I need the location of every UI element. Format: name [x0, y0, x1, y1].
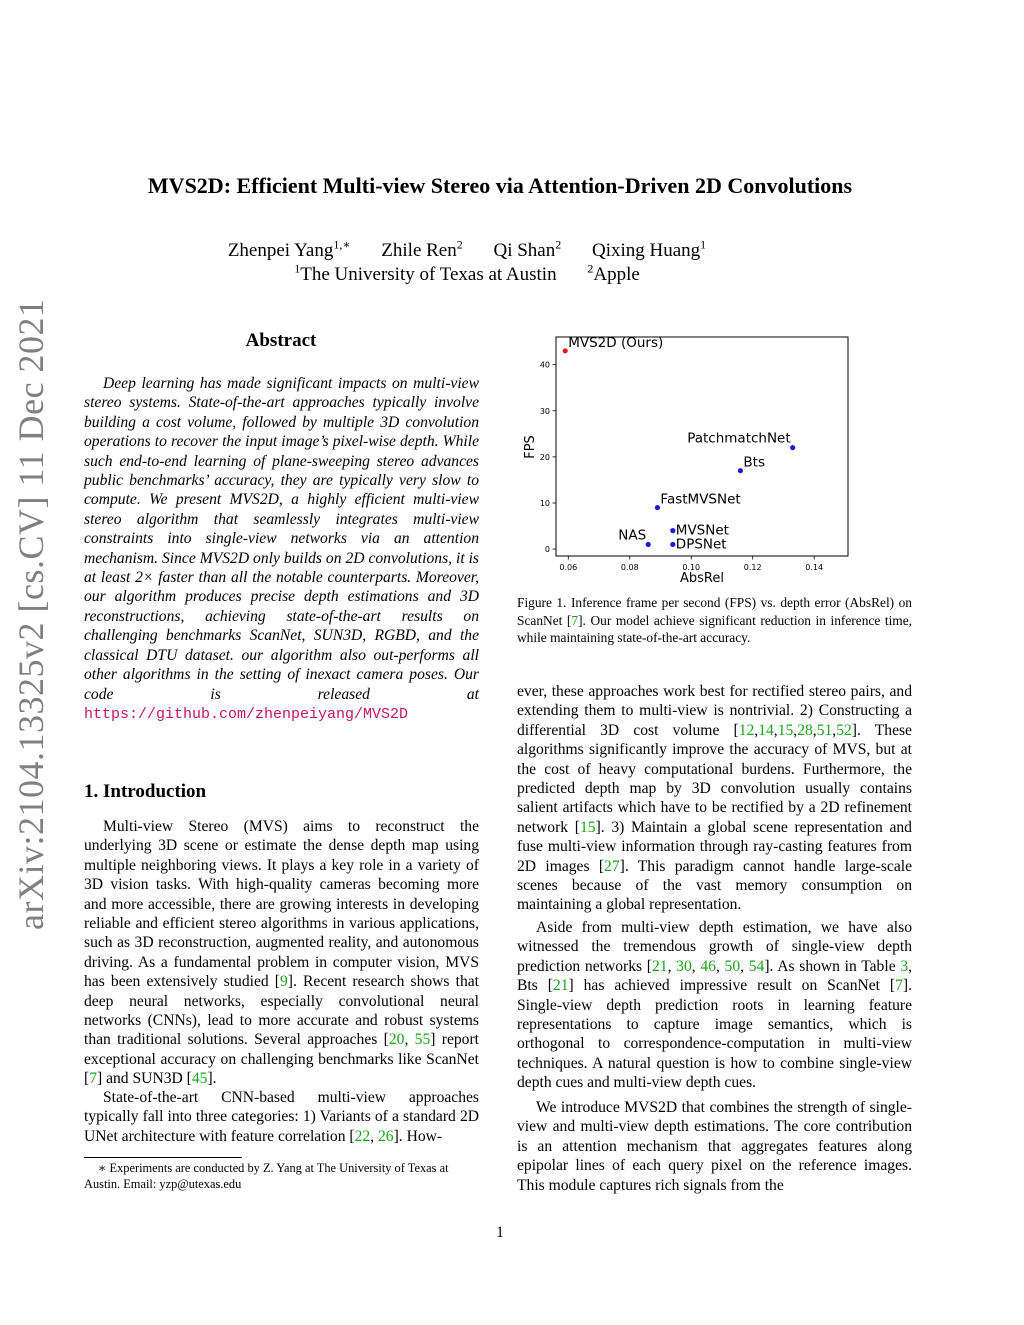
- data-point-label: DPSNet: [675, 536, 727, 553]
- citation-link[interactable]: 7: [895, 977, 903, 995]
- data-point: [670, 542, 675, 547]
- y-tick-label: 10: [539, 498, 550, 508]
- citation-link[interactable]: 7: [571, 612, 579, 628]
- footnote-rule: [84, 1157, 242, 1158]
- right-paragraph-2: Aside from multi-view depth estimation, we have also witnessed the tremendous growth of single-view depth prediction networks [21, 30, 46, 50, 54]. As shown in Table 3, Bts [21] has achieved impressive result on ScanNet [7]. Single-view depth prediction roots in learning feature representations to capture image semantics, which is orthogonal to correspondence-computation in multi-view techniques. A natural question is how to combine single-view depth cues and multi-view depth cues.: [517, 919, 913, 1092]
- data-point-label: FastMVSNet: [660, 491, 741, 508]
- page-number: 1: [496, 1224, 504, 1241]
- x-tick-label: 0.12: [743, 563, 762, 572]
- introduction-heading: 1. Introduction: [84, 781, 207, 802]
- affiliation-list: [0, 262, 934, 286]
- citation-link[interactable]: 20: [388, 1031, 405, 1049]
- x-tick-label: 0.14: [805, 563, 824, 572]
- affiliation-1: $^1$The University of Texas at Austin: [294, 262, 557, 286]
- y-axis-ticks: [540, 361, 556, 554]
- citation-link[interactable]: 52: [836, 721, 852, 739]
- x-axis-ticks: [559, 556, 823, 572]
- author-list: [0, 238, 934, 262]
- paper-title: MVS2D: Efficient Multi-view Stereo via Attention-Driven 2D Convolutions: [147, 173, 853, 198]
- author-1: Zhenpei Yang$^{1,∗}$: [227, 238, 351, 262]
- abstract-text: Deep learning has made significant impacts on multi-view stereo systems. State-of-the-art approaches typically involve building a cost volume, followed by multiple 3D convolution operations to recover the input image’s pixel-wise depth. While such end-to-end learning of plane-sweeping stereo advances public benchmarks’ accuracy, they are typically very slow to compute. We present MVS2D, a highly efficient multi-view stereo algorithm that seamlessly integrates multi-view constraints into single-view networks via an attention mechanism. Since MVS2D only builds on 2D convolutions, it is at least 2× faster than all the notable counterparts. Moreover, our algorithm produces precise depth estimations and 3D reconstructions, achieving state-of-the-art results on challenging benchmarks ScanNet, SUN3D, RGBD, and the classical DTU dataset. our algorithm also out-performs all other algorithms in the setting of inexact camera poses. Our code is released at https://github.com/zhenpeiyang/MVS2D: [84, 375, 479, 723]
- intro-paragraph-2: State-of-the-art CNN-based multi-view approaches typically fall into three categories: 1) Variants of a standard 2D UNet architecture with feature correlation [22, 26]. How-: [84, 1089, 479, 1145]
- y-tick-label: 40: [539, 360, 550, 370]
- y-tick-label: 30: [539, 406, 550, 416]
- data-point: [655, 505, 660, 510]
- affiliation-2: $^2$Apple: [587, 262, 640, 286]
- table-reference-link[interactable]: 3: [900, 957, 909, 975]
- citation-link[interactable]: 26: [377, 1127, 394, 1145]
- data-point: [563, 348, 568, 353]
- arxiv-identifier: arXiv:2104.13325v2 [cs.CV] 11 Dec 2021: [11, 298, 51, 930]
- y-axis-label: FPS: [523, 435, 538, 459]
- citation-link[interactable]: 9: [280, 973, 288, 991]
- author-3: Qi Shan$^2$: [493, 238, 562, 262]
- abstract-heading: Abstract: [245, 330, 317, 351]
- citation-link[interactable]: 30: [676, 957, 692, 975]
- data-point-label: MVSNet: [675, 522, 729, 539]
- citation-link[interactable]: 22: [354, 1127, 371, 1145]
- data-point: [646, 542, 651, 547]
- citation-link[interactable]: 12: [738, 721, 755, 739]
- citation-link[interactable]: 55: [414, 1031, 431, 1049]
- citation-link[interactable]: 14: [758, 721, 774, 739]
- data-points: [563, 335, 796, 553]
- x-tick-label: 0.10: [682, 563, 701, 572]
- x-tick-label: 0.08: [620, 563, 639, 572]
- data-point: [738, 468, 743, 473]
- citation-link[interactable]: 46: [700, 957, 716, 975]
- citation-link[interactable]: 21: [651, 957, 668, 975]
- data-point-label: NAS: [618, 527, 647, 544]
- y-tick-label: 0: [544, 545, 550, 555]
- x-tick-label: 0.06: [559, 563, 578, 572]
- citation-link[interactable]: 50: [724, 957, 741, 975]
- figure-caption: Figure 1. Inference frame per second (FPS) vs. depth error (AbsRel) on ScanNet [7]. Our model achieve significant reduction in inference time, while maintaining state-of-the-art accuracy.: [517, 595, 913, 646]
- data-point-label: PatchmatchNet: [687, 430, 791, 447]
- right-paragraph-1: ever, these approaches work best for rectified stereo pairs, and extending them to multi-view is nontrivial. 2) Constructing a differential 3D cost volume [12,14,15,28,51,52]. These algorithms significantly improve the accuracy of MVS, but at the cost of heavy computational burdens. Furthermore, the predicted depth map by 3D convolution usually contains salient artifacts which have to be rectified by a 2D refinement network [15]. 3) Maintain a global scene representation and fuse multi-view information through ray-casting features from 2D images [27]. This paradigm cannot handle large-scale scenes because of the vast memory consumption on maintaining a global representation.: [517, 683, 912, 914]
- author-4: Qixing Huang$^1$: [591, 238, 707, 262]
- citation-link[interactable]: 27: [604, 857, 620, 875]
- citation-link[interactable]: 51: [816, 721, 833, 739]
- y-tick-label: 20: [539, 452, 550, 462]
- data-point: [790, 445, 795, 450]
- citation-link[interactable]: 21: [552, 977, 569, 995]
- x-axis-label: AbsRel: [680, 571, 724, 586]
- citation-link[interactable]: 54: [748, 957, 765, 975]
- citation-link[interactable]: 28: [797, 721, 813, 739]
- fps-vs-absrel-chart: [517, 325, 912, 587]
- right-paragraph-3: We introduce MVS2D that combines the strength of single-view and multi-view depth estimations. The core contribution is an attention mechanism that aggregates features along epipolar lines of each query pixel on the reference images. This module captures rich signals from the: [517, 1099, 912, 1194]
- citation-link[interactable]: 15: [579, 818, 596, 836]
- code-link[interactable]: https://github.com/zhenpeiyang/MVS2D: [84, 705, 409, 723]
- citation-link[interactable]: 45: [191, 1070, 208, 1088]
- author-2: Zhile Ren$^2$: [381, 238, 463, 262]
- intro-paragraph-1: Multi-view Stereo (MVS) aims to reconstruct the underlying 3D scene or estimate the dense depth map using multiple neighboring views. It plays a key role in a variety of 3D vision tasks. With high-quality cameras becoming more and more accessible, there are growing interests in developing reliable and efficient stereo algorithms in various applications, such as 3D reconstruction, augmented reality, and autonomous driving. As a fundamental problem in computer vision, MVS has been extensively studied [9]. Recent research shows that deep neural networks, especially convolutional neural networks (CNNs), lead to more accurate and robust systems than traditional solutions. Several approaches [20, 55] report exceptional accuracy on challenging benchmarks like ScanNet [7] and SUN3D [45].: [84, 818, 480, 1088]
- data-point: [670, 528, 675, 533]
- citation-link[interactable]: 7: [89, 1070, 97, 1088]
- citation-link[interactable]: 15: [777, 721, 794, 739]
- data-point-label: Bts: [743, 454, 766, 471]
- footnote: ∗ Experiments are conducted by Z. Yang at The University of Texas at Austin. Email: yzp@utexas.edu: [84, 1161, 449, 1191]
- data-point-label: MVS2D (Ours): [568, 334, 664, 351]
